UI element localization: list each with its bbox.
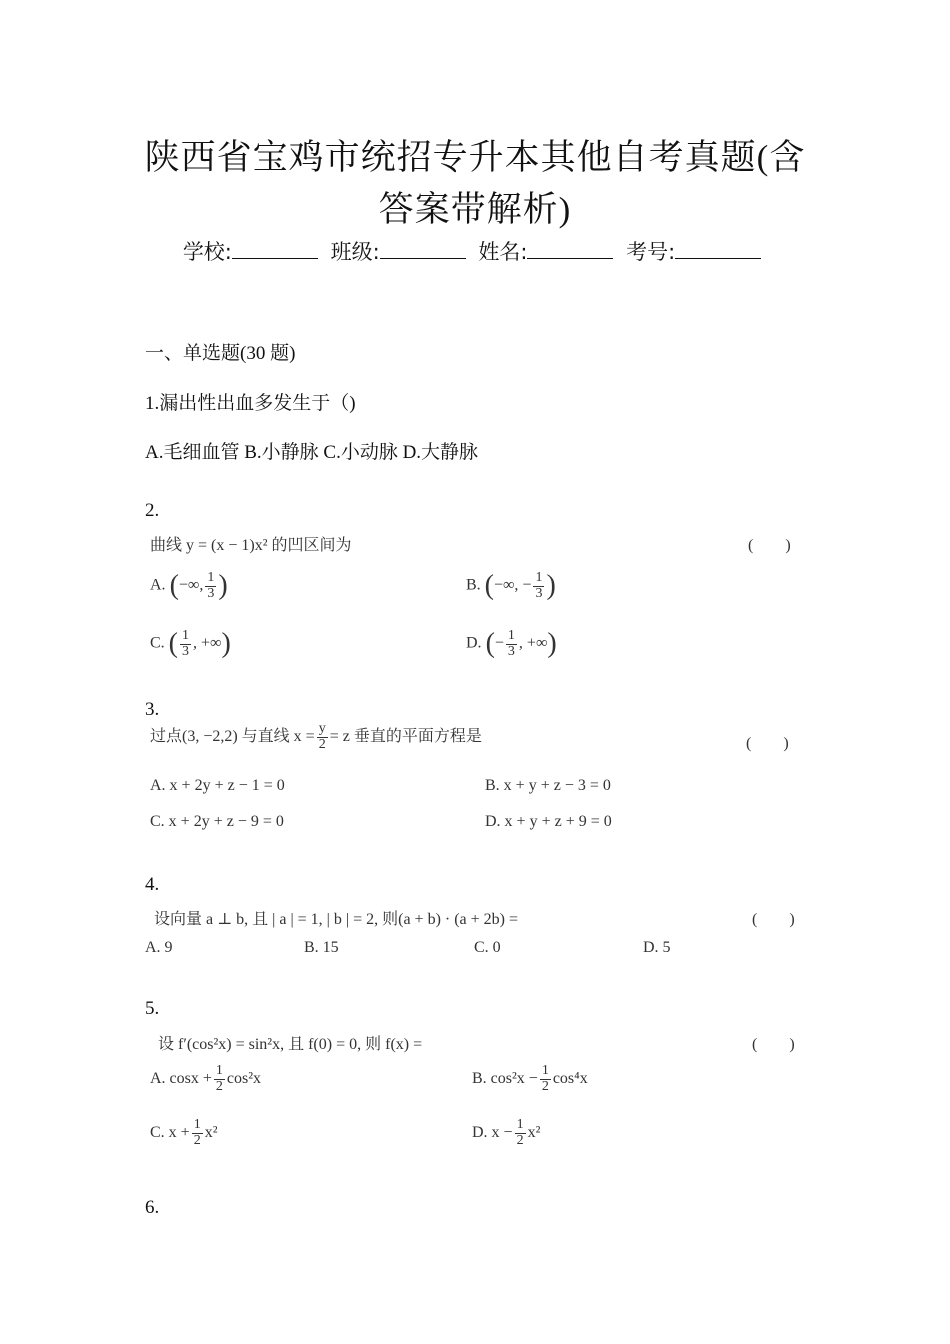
option-d-den: 3 xyxy=(507,643,515,659)
option-d-den: 2 xyxy=(516,1132,524,1148)
question-5-stem: 设 f′(cos²x) = sin²x, 且 f(0) = 0, 则 f(x) = xyxy=(158,1036,423,1053)
option-c-num: 1 xyxy=(182,627,189,643)
question-4-option-a: A. 9 xyxy=(145,939,173,956)
question-1-stem: 漏出性出血多发生于（) xyxy=(159,393,356,414)
student-info-fields xyxy=(0,236,950,266)
option-a-num: 1 xyxy=(215,1063,223,1078)
number-blank xyxy=(675,240,761,259)
class-label: 班级: xyxy=(330,240,380,264)
question-5-option-d xyxy=(472,1118,540,1148)
question-4-paren: ( ) xyxy=(752,911,795,928)
option-b-den: 2 xyxy=(541,1078,549,1094)
question-2-paren: ( ) xyxy=(748,537,791,554)
question-3-option-b: B. x + y + z − 3 = 0 xyxy=(485,777,611,794)
question-1-text xyxy=(145,388,356,415)
question-3-stem-num: y xyxy=(318,721,326,736)
question-4-stem: 设向量 a ⊥ b, 且 | a | = 1, | b | = 2, 则(a + b) · (a + 2b) = xyxy=(154,911,519,928)
question-2-number: 2. xyxy=(145,500,160,521)
question-3-option-c: C. x + 2y + z − 9 = 0 xyxy=(150,813,284,830)
option-a-den: 3 xyxy=(207,585,215,601)
question-4-option-b: B. 15 xyxy=(304,939,339,956)
option-d-pre: D. x − xyxy=(472,1123,513,1141)
page-title-line1: 陕西省宝鸡市统招专升本其他自考真题(含 xyxy=(144,138,806,177)
question-2-option-c: C. ( $\frac{1}{3}$ , +∞) xyxy=(150,627,231,659)
question-5-option-b xyxy=(472,1064,588,1094)
name-label: 姓名: xyxy=(478,240,528,264)
question-3-stem-post: = z 垂直的平面方程是 xyxy=(329,727,482,745)
option-d-pre: − xyxy=(494,634,504,652)
option-c-den: 2 xyxy=(193,1132,201,1148)
question-1-options: A.毛细血管 B.小静脉 C.小动脉 D.大静脉 xyxy=(145,442,479,463)
option-a-label: A. xyxy=(150,576,166,594)
question-3-stem xyxy=(150,722,482,752)
question-3-stem-pre: 过点(3, −2,2) 与直线 x = xyxy=(150,727,315,745)
option-d-label: D. xyxy=(466,634,482,652)
question-5-number: 5. xyxy=(145,998,160,1019)
option-b-pre: B. cos²x − xyxy=(472,1069,538,1087)
question-3-option-d: D. x + y + z + 9 = 0 xyxy=(485,813,612,830)
question-3-stem-den: 2 xyxy=(318,736,326,752)
school-label: 学校: xyxy=(182,240,232,264)
option-b-label: B. xyxy=(466,576,481,594)
question-6-number: 6. xyxy=(145,1197,160,1218)
question-2-option-b: B. (−∞, − $\frac{1}{3}$ ) xyxy=(466,569,556,601)
name-blank xyxy=(527,240,613,259)
school-blank xyxy=(232,240,318,259)
option-d-text: , +∞ xyxy=(518,634,548,652)
option-b-text: −∞, − xyxy=(494,576,532,594)
question-2-option-d: D. (− $\frac{1}{3}$ , +∞) xyxy=(466,627,557,659)
section-heading: 一、单选题(30 题) xyxy=(145,343,296,364)
page-title-line2: 答案带解析) xyxy=(378,190,572,229)
question-4-number: 4. xyxy=(145,874,160,895)
option-c-num: 1 xyxy=(193,1117,201,1132)
option-a-post: cos²x xyxy=(226,1069,262,1087)
question-4-option-c: C. 0 xyxy=(474,939,501,956)
option-c-post: x² xyxy=(204,1123,218,1141)
option-a-num: 1 xyxy=(207,569,215,585)
option-c-label: C. xyxy=(150,634,165,652)
option-a-den: 2 xyxy=(215,1078,223,1094)
question-3-number: 3. xyxy=(145,699,160,720)
question-2-stem: 曲线 y = (x − 1)x² 的凹区间为 xyxy=(150,537,352,554)
number-label: 考号: xyxy=(626,240,676,264)
class-blank xyxy=(380,240,466,259)
question-5-option-c xyxy=(150,1118,218,1148)
question-4-option-d: D. 5 xyxy=(643,939,671,956)
question-3-option-a: A. x + 2y + z − 1 = 0 xyxy=(150,777,285,794)
option-b-den: 3 xyxy=(535,585,543,601)
question-5-paren: ( ) xyxy=(752,1036,795,1053)
option-c-den: 3 xyxy=(182,643,189,659)
question-1-number: 1. xyxy=(145,393,160,414)
question-5-option-a xyxy=(150,1064,261,1094)
option-b-num: 1 xyxy=(541,1063,549,1078)
option-a-pre: A. cosx + xyxy=(150,1069,212,1087)
option-d-num: 1 xyxy=(507,627,515,643)
question-2-option-a: A. (−∞, $\frac{1}{3}$ ) xyxy=(150,569,228,601)
option-d-num: 1 xyxy=(516,1117,524,1132)
option-c-pre: C. x + xyxy=(150,1123,190,1141)
question-3-paren: ( ) xyxy=(746,735,789,752)
option-b-post: cos⁴x xyxy=(552,1069,588,1087)
option-a-text: −∞, xyxy=(178,576,204,594)
option-c-text: , +∞ xyxy=(193,634,222,652)
option-b-num: 1 xyxy=(535,569,543,585)
option-d-post: x² xyxy=(527,1123,541,1141)
